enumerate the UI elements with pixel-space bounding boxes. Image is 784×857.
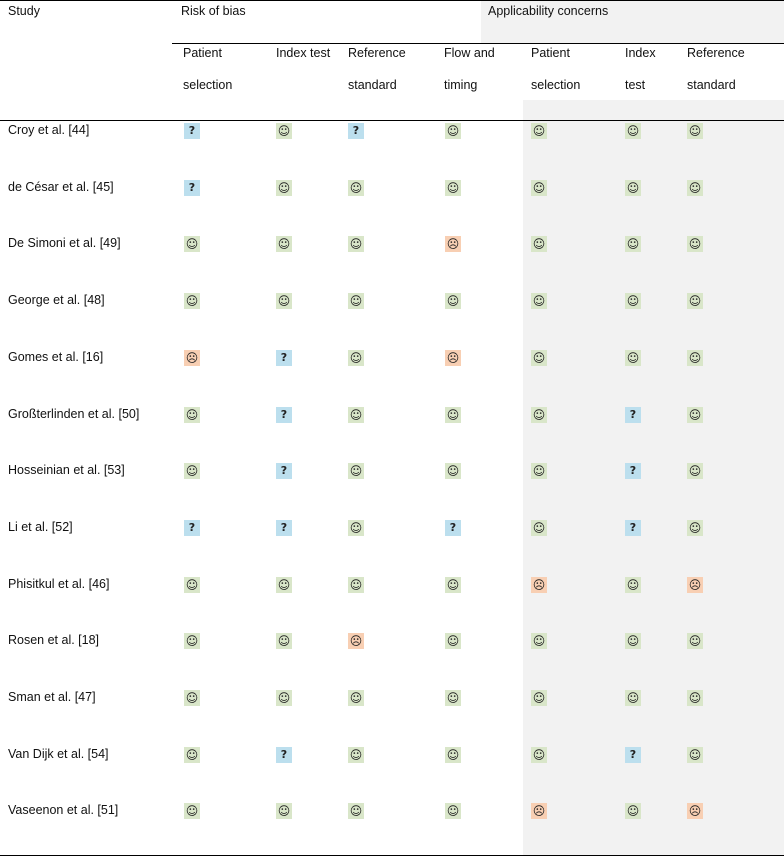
study-name: Großterlinden et al. [50] (8, 406, 140, 421)
top-rule (0, 0, 784, 1)
col-header-app-reference-standard-line2: standard (687, 78, 736, 92)
low-risk-icon: ☺ (277, 294, 291, 309)
low-risk-icon: ☺ (185, 464, 199, 479)
low-risk-icon: ☺ (349, 577, 363, 592)
group-header-rule (172, 43, 784, 44)
study-name: Li et al. [52] (8, 519, 73, 534)
low-risk-icon: ☺ (349, 294, 363, 309)
low-risk-icon: ☺ (446, 691, 460, 705)
col-header-patient-selection-line2: selection (183, 78, 233, 92)
study-name: Van Dijk et al. [54] (8, 746, 109, 761)
col-header-app-index-test-line1: Index (625, 46, 656, 60)
low-risk-icon: ☺ (349, 691, 363, 705)
low-risk-icon: ☺ (349, 350, 363, 365)
low-risk-icon: ☺ (626, 124, 640, 138)
low-risk-icon: ☺ (626, 350, 640, 365)
low-risk-icon: ☺ (349, 464, 363, 479)
study-name: Gomes et al. [16] (8, 349, 104, 364)
low-risk-icon: ☺ (688, 634, 702, 649)
risk-of-bias-header: Risk of bias (181, 4, 246, 18)
col-header-flow-and-timing-line1: Flow and (444, 46, 495, 60)
low-risk-icon: ☺ (532, 407, 546, 422)
unclear-risk-icon: ? (625, 463, 641, 479)
low-risk-icon: ☺ (349, 520, 363, 535)
study-name: De Simoni et al. [49] (8, 236, 121, 251)
low-risk-icon: ☺ (185, 577, 199, 592)
col-header-app-patient-selection-line1: Patient (531, 46, 570, 60)
low-risk-icon: ☺ (446, 804, 460, 819)
unclear-risk-icon: ? (625, 520, 641, 536)
low-risk-icon: ☺ (349, 237, 363, 252)
high-risk-icon: ☹ (185, 350, 199, 365)
low-risk-icon: ☺ (532, 464, 546, 479)
low-risk-icon: ☺ (626, 180, 640, 195)
unclear-risk-icon: ? (184, 520, 200, 536)
high-risk-icon: ☹ (349, 634, 363, 649)
low-risk-icon: ☺ (626, 577, 640, 592)
study-name: de César et al. [45] (8, 179, 114, 194)
low-risk-icon: ☺ (688, 407, 702, 422)
col-header-flow-and-timing-line2: timing (444, 78, 478, 92)
applicability-column-shade (523, 100, 784, 855)
study-name: Croy et al. [44] (8, 123, 90, 137)
low-risk-icon: ☺ (185, 804, 199, 819)
low-risk-icon: ☺ (688, 294, 702, 309)
high-risk-icon: ☹ (532, 804, 546, 819)
high-risk-icon: ☹ (532, 577, 546, 592)
low-risk-icon: ☺ (446, 124, 460, 138)
low-risk-icon: ☺ (185, 407, 199, 422)
low-risk-icon: ☺ (446, 294, 460, 309)
unclear-risk-icon: ? (625, 407, 641, 423)
low-risk-icon: ☺ (349, 804, 363, 819)
low-risk-icon: ☺ (446, 747, 460, 762)
low-risk-icon: ☺ (446, 407, 460, 422)
applicability-concerns-header: Applicability concerns (488, 4, 609, 18)
study-name: Phisitkul et al. [46] (8, 576, 110, 591)
unclear-risk-icon: ? (348, 123, 364, 139)
col-header-app-patient-selection-line2: selection (531, 78, 581, 92)
low-risk-icon: ☺ (532, 124, 546, 138)
low-risk-icon: ☺ (688, 691, 702, 705)
bottom-rule (0, 855, 784, 856)
low-risk-icon: ☺ (688, 124, 702, 138)
low-risk-icon: ☺ (446, 634, 460, 649)
low-risk-icon: ☺ (688, 237, 702, 252)
high-risk-icon: ☹ (688, 577, 702, 592)
unclear-risk-icon: ? (276, 463, 292, 479)
low-risk-icon: ☺ (688, 350, 702, 365)
low-risk-icon: ☺ (277, 237, 291, 252)
low-risk-icon: ☺ (688, 520, 702, 535)
col-header-app-reference-standard-line1: Reference (687, 46, 745, 60)
low-risk-icon: ☺ (349, 180, 363, 195)
low-risk-icon: ☺ (446, 577, 460, 592)
low-risk-icon: ☺ (349, 407, 363, 422)
low-risk-icon: ☺ (349, 747, 363, 762)
low-risk-icon: ☺ (688, 180, 702, 195)
low-risk-icon: ☺ (626, 294, 640, 309)
low-risk-icon: ☺ (532, 747, 546, 762)
low-risk-icon: ☺ (626, 634, 640, 649)
study-name: George et al. [48] (8, 293, 105, 308)
unclear-risk-icon: ? (276, 350, 292, 366)
low-risk-icon: ☺ (532, 294, 546, 309)
low-risk-icon: ☺ (532, 634, 546, 649)
low-risk-icon: ☺ (688, 464, 702, 479)
low-risk-icon: ☺ (532, 180, 546, 195)
unclear-risk-icon: ? (184, 180, 200, 196)
study-name: Hosseinian et al. [53] (8, 463, 125, 478)
low-risk-icon: ☺ (688, 747, 702, 762)
low-risk-icon: ☺ (277, 691, 291, 705)
low-risk-icon: ☺ (626, 804, 640, 819)
col-header-patient-selection-line1: Patient (183, 46, 222, 60)
low-risk-icon: ☺ (185, 294, 199, 309)
low-risk-icon: ☺ (532, 350, 546, 365)
low-risk-icon: ☺ (626, 237, 640, 252)
low-risk-icon: ☺ (185, 691, 199, 705)
low-risk-icon: ☺ (626, 691, 640, 705)
low-risk-icon: ☺ (185, 237, 199, 252)
low-risk-icon: ☺ (277, 124, 291, 138)
unclear-risk-icon: ? (276, 747, 292, 763)
low-risk-icon: ☺ (185, 747, 199, 762)
high-risk-icon: ☹ (446, 350, 460, 365)
low-risk-icon: ☺ (532, 520, 546, 535)
unclear-risk-icon: ? (276, 407, 292, 423)
low-risk-icon: ☺ (446, 464, 460, 479)
study-name: Vaseenon et al. [51] (8, 803, 119, 818)
study-name: Sman et al. [47] (8, 690, 96, 704)
high-risk-icon: ☹ (688, 804, 702, 819)
low-risk-icon: ☺ (446, 180, 460, 195)
high-risk-icon: ☹ (446, 237, 460, 252)
col-header-reference-standard-line2: standard (348, 78, 397, 92)
low-risk-icon: ☺ (277, 577, 291, 592)
header-bottom-rule (0, 120, 784, 121)
unclear-risk-icon: ? (625, 747, 641, 763)
col-header-reference-standard-line1: Reference (348, 46, 406, 60)
col-header-index-test-line1: Index test (276, 46, 331, 60)
low-risk-icon: ☺ (532, 691, 546, 705)
unclear-risk-icon: ? (276, 520, 292, 536)
low-risk-icon: ☺ (277, 804, 291, 819)
col-header-app-index-test-line2: test (625, 78, 646, 92)
low-risk-icon: ☺ (277, 634, 291, 649)
study-name: Rosen et al. [18] (8, 633, 100, 648)
low-risk-icon: ☺ (532, 237, 546, 252)
study-header: Study (8, 4, 40, 18)
low-risk-icon: ☺ (277, 180, 291, 195)
unclear-risk-icon: ? (184, 123, 200, 139)
unclear-risk-icon: ? (445, 520, 461, 536)
low-risk-icon: ☺ (185, 634, 199, 649)
